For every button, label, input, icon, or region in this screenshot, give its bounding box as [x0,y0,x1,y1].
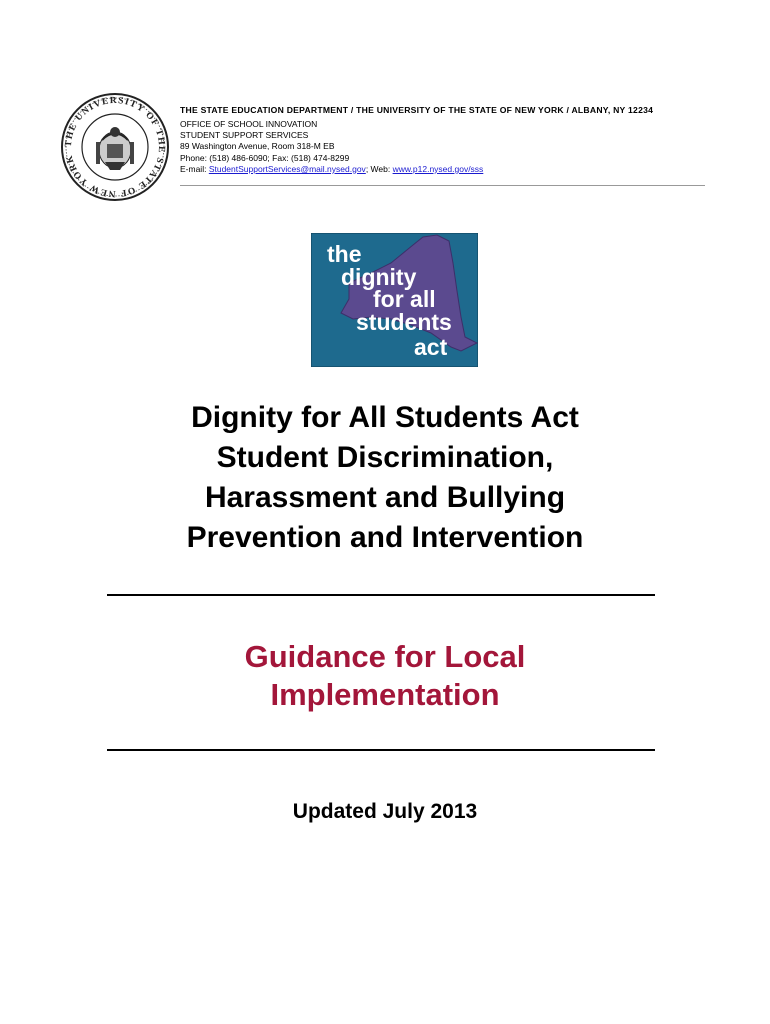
title-line-3: Harassment and Bullying [204,481,566,514]
letterhead-divider [180,185,705,186]
state-seal-icon [60,92,170,202]
guidance-line-2: Implementation [270,677,500,712]
seal-ring-text: THE UNIVERSITY OF THE STATE OF NEW YORK [63,95,167,199]
email-prefix: E-mail: [180,163,209,174]
document-title [0,398,770,558]
letterhead-phone: Phone: (518) 486-6090; Fax: (518) 474-8299 [180,152,350,163]
logo-line-2: dignity [341,264,417,290]
title-divider [107,594,655,596]
letterhead-department: THE STATE EDUCATION DEPARTMENT / THE UNIVERSITY OF THE STATE OF NEW YORK / ALBANY, NY 12234 [180,105,654,115]
logo-line-4: students [356,309,452,335]
guidance-divider [107,749,655,751]
updated-date: Updated July 2013 [292,800,478,823]
letterhead-address: 89 Washington Avenue, Room 318-M EB [180,141,335,152]
email-link[interactable]: StudentSupportServices@mail.nysed.gov [208,163,366,174]
logo-line-3: for all [373,286,436,312]
title-line-4: Prevention and Intervention [186,521,584,554]
letterhead-service: STUDENT SUPPORT SERVICES [180,130,309,141]
letterhead-office: OFFICE OF SCHOOL INNOVATION [180,119,318,129]
dignity-act-logo [311,233,478,367]
letterhead [180,105,710,175]
title-line-1: Dignity for All Students Act [191,401,579,434]
guidance-subtitle [0,638,770,714]
guidance-line-1: Guidance for Local [244,639,526,674]
logo-line-5: act [414,334,448,360]
letterhead-contact [180,164,710,175]
web-prefix: ; Web: [365,163,393,174]
logo-line-1: the [327,241,362,267]
web-link[interactable]: www.p12.nysed.gov/sss [392,163,484,174]
title-line-2: Student Discrimination, [216,441,554,474]
